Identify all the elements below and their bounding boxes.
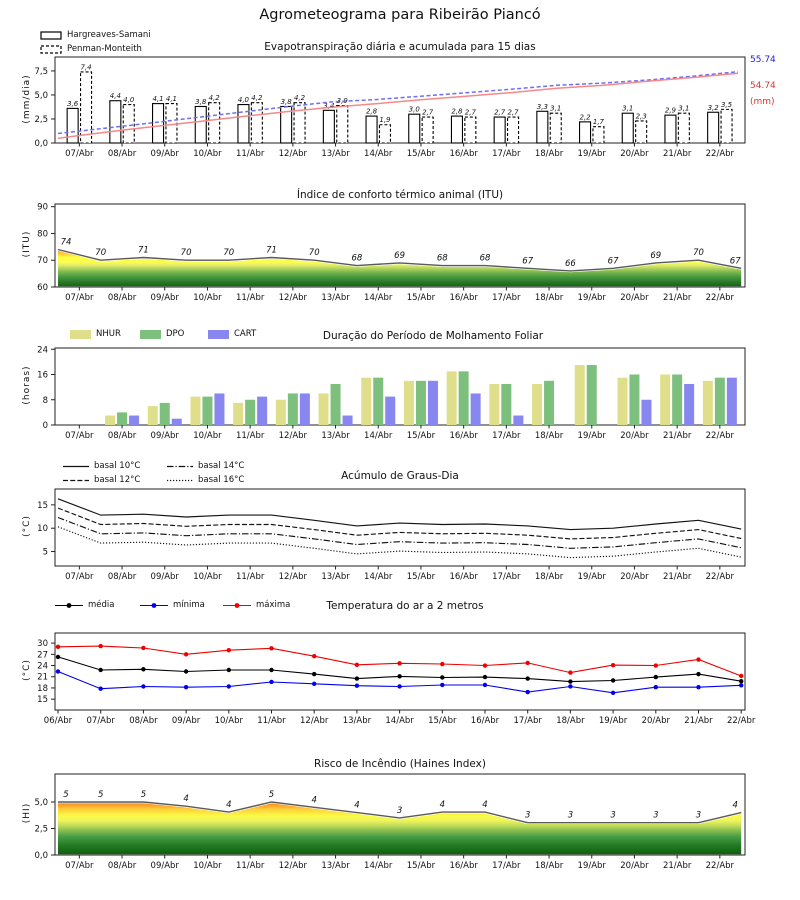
svg-text:16/Abr: 16/Abr bbox=[449, 293, 478, 303]
svg-text:4,4: 4,4 bbox=[109, 92, 121, 101]
svg-text:20/Abr: 20/Abr bbox=[620, 572, 649, 582]
svg-text:10/Abr: 10/Abr bbox=[214, 716, 243, 726]
svg-text:21/Abr: 21/Abr bbox=[662, 149, 692, 159]
dpmf-plot bbox=[37, 345, 745, 441]
svg-text:4,1: 4,1 bbox=[165, 95, 178, 104]
haines-y-axis-label: (HI) bbox=[22, 802, 32, 824]
svg-text:5,0: 5,0 bbox=[34, 797, 48, 808]
svg-text:69: 69 bbox=[650, 250, 662, 261]
svg-text:13/Abr: 13/Abr bbox=[321, 293, 350, 303]
svg-text:21/Abr: 21/Abr bbox=[662, 572, 692, 582]
svg-text:16/Abr: 16/Abr bbox=[470, 716, 500, 726]
penman-total-label: 55.74 bbox=[750, 55, 776, 65]
svg-text:3: 3 bbox=[524, 810, 531, 821]
svg-text:11/Abr: 11/Abr bbox=[235, 572, 265, 582]
itu-chart-title: Índice de conforto térmico animal (ITU) bbox=[296, 189, 504, 201]
basal16-legend-label: basal 16°C bbox=[198, 475, 245, 485]
itu-y-axis-label: (ITU) bbox=[22, 230, 32, 258]
svg-text:70: 70 bbox=[223, 248, 235, 259]
svg-text:30: 30 bbox=[37, 639, 48, 650]
graus-dia-plot bbox=[37, 489, 745, 582]
nhur-legend-label: NHUR bbox=[96, 329, 121, 339]
svg-text:17/Abr: 17/Abr bbox=[492, 572, 521, 582]
svg-text:10/Abr: 10/Abr bbox=[193, 861, 222, 871]
svg-text:12/Abr: 12/Abr bbox=[300, 716, 329, 726]
svg-text:12/Abr: 12/Abr bbox=[278, 861, 308, 871]
svg-text:08/Abr: 08/Abr bbox=[129, 716, 158, 726]
svg-text:2,7: 2,7 bbox=[422, 108, 434, 117]
svg-text:3,9: 3,9 bbox=[336, 97, 348, 106]
svg-text:3,1: 3,1 bbox=[622, 104, 634, 113]
svg-text:14/Abr: 14/Abr bbox=[364, 293, 393, 303]
svg-text:11/Abr: 11/Abr bbox=[235, 861, 265, 871]
svg-text:3: 3 bbox=[610, 810, 616, 821]
svg-text:5: 5 bbox=[63, 789, 69, 800]
svg-text:2,8: 2,8 bbox=[365, 107, 378, 116]
svg-text:21: 21 bbox=[37, 672, 48, 683]
svg-text:07/Abr: 07/Abr bbox=[65, 861, 94, 871]
svg-text:4,1: 4,1 bbox=[152, 95, 164, 104]
svg-text:2,5: 2,5 bbox=[34, 824, 48, 835]
svg-text:80: 80 bbox=[37, 229, 48, 240]
media-legend-label: média bbox=[88, 600, 115, 610]
svg-text:22/Abr: 22/Abr bbox=[705, 431, 735, 441]
svg-text:12/Abr: 12/Abr bbox=[278, 572, 308, 582]
svg-text:16/Abr: 16/Abr bbox=[449, 149, 478, 159]
svg-text:1,9: 1,9 bbox=[379, 116, 391, 125]
svg-text:15/Abr: 15/Abr bbox=[428, 716, 457, 726]
svg-text:18/Abr: 18/Abr bbox=[534, 861, 564, 871]
svg-text:20/Abr: 20/Abr bbox=[620, 861, 649, 871]
svg-text:4,0: 4,0 bbox=[237, 96, 250, 105]
svg-text:20/Abr: 20/Abr bbox=[620, 149, 649, 159]
svg-text:19/Abr: 19/Abr bbox=[577, 293, 606, 303]
svg-text:7,5: 7,5 bbox=[34, 66, 48, 77]
svg-text:15/Abr: 15/Abr bbox=[406, 861, 436, 871]
svg-text:3,2: 3,2 bbox=[707, 103, 719, 112]
svg-text:68: 68 bbox=[351, 253, 363, 264]
cart-legend-label: CART bbox=[234, 329, 257, 339]
svg-text:67: 67 bbox=[522, 256, 534, 267]
haines-chart-title: Risco de Incêndio (Haines Index) bbox=[314, 758, 486, 770]
maxima-legend-label: máxima bbox=[256, 600, 291, 610]
svg-text:4: 4 bbox=[439, 800, 446, 811]
svg-text:74: 74 bbox=[60, 237, 72, 248]
svg-text:60: 60 bbox=[37, 283, 48, 293]
svg-text:14/Abr: 14/Abr bbox=[385, 716, 414, 726]
evapo-chart-title: Evapotranspiração diária e acumulada para 15 dias bbox=[264, 41, 536, 53]
svg-text:3,8: 3,8 bbox=[195, 97, 207, 106]
svg-text:18/Abr: 18/Abr bbox=[556, 716, 585, 726]
svg-text:09/Abr: 09/Abr bbox=[171, 716, 201, 726]
svg-text:5: 5 bbox=[97, 789, 104, 800]
temperatura-plot bbox=[37, 633, 756, 726]
svg-text:3,8: 3,8 bbox=[280, 97, 292, 106]
svg-text:17/Abr: 17/Abr bbox=[513, 716, 542, 726]
svg-text:11/Abr: 11/Abr bbox=[257, 716, 286, 726]
svg-text:4: 4 bbox=[354, 800, 360, 811]
evapo-y-axis-label: (mm/dia) bbox=[22, 74, 32, 124]
svg-text:15/Abr: 15/Abr bbox=[406, 572, 436, 582]
svg-text:70: 70 bbox=[37, 256, 48, 267]
basal12-legend-label: basal 12°C bbox=[94, 475, 141, 485]
svg-text:3: 3 bbox=[567, 810, 574, 821]
evapo-bars bbox=[67, 63, 733, 143]
svg-text:07/Abr: 07/Abr bbox=[65, 293, 94, 303]
svg-text:67: 67 bbox=[607, 256, 619, 267]
evapo-plot bbox=[34, 57, 745, 159]
svg-text:70: 70 bbox=[180, 248, 192, 259]
svg-text:5,0: 5,0 bbox=[34, 90, 48, 101]
svg-text:8: 8 bbox=[42, 395, 48, 406]
svg-text:67: 67 bbox=[729, 256, 741, 267]
svg-text:22/Abr: 22/Abr bbox=[705, 861, 735, 871]
svg-text:15/Abr: 15/Abr bbox=[406, 293, 436, 303]
svg-text:0,0: 0,0 bbox=[34, 139, 48, 149]
dpmf-series-NHUR bbox=[105, 365, 713, 425]
svg-text:15/Abr: 15/Abr bbox=[406, 431, 436, 441]
svg-text:2,7: 2,7 bbox=[507, 108, 519, 117]
svg-text:4,2: 4,2 bbox=[293, 94, 306, 103]
svg-text:17/Abr: 17/Abr bbox=[492, 861, 521, 871]
svg-text:69: 69 bbox=[394, 250, 406, 261]
svg-text:4: 4 bbox=[311, 795, 317, 806]
dpmf-chart-title: Duração do Período de Molhamento Foliar bbox=[322, 330, 544, 342]
svg-text:71: 71 bbox=[137, 245, 149, 256]
svg-text:19/Abr: 19/Abr bbox=[577, 431, 606, 441]
temperatura-chart-title: Temperatura do ar a 2 metros bbox=[326, 600, 484, 612]
mm-unit-label: (mm) bbox=[750, 97, 775, 107]
svg-text:07/Abr: 07/Abr bbox=[65, 149, 94, 159]
svg-text:18/Abr: 18/Abr bbox=[534, 572, 564, 582]
svg-text:24: 24 bbox=[37, 345, 48, 356]
svg-text:12/Abr: 12/Abr bbox=[278, 149, 308, 159]
svg-text:16: 16 bbox=[37, 370, 48, 381]
dpmf-series-DPO bbox=[117, 365, 725, 425]
svg-text:21/Abr: 21/Abr bbox=[684, 716, 713, 726]
svg-text:19/Abr: 19/Abr bbox=[577, 572, 606, 582]
svg-text:7,4: 7,4 bbox=[80, 63, 92, 72]
svg-text:4: 4 bbox=[482, 800, 488, 811]
svg-text:22/Abr: 22/Abr bbox=[727, 716, 756, 726]
graus-dia-y-axis-label: (°C) bbox=[22, 515, 32, 537]
svg-text:68: 68 bbox=[479, 253, 491, 264]
dpo-legend-label: DPO bbox=[166, 329, 185, 339]
svg-text:18/Abr: 18/Abr bbox=[534, 149, 564, 159]
minima-legend-label: mínima bbox=[173, 600, 205, 610]
svg-text:19/Abr: 19/Abr bbox=[598, 716, 628, 726]
temp-series-mínima bbox=[56, 669, 744, 695]
svg-text:21/Abr: 21/Abr bbox=[662, 861, 692, 871]
svg-text:0: 0 bbox=[42, 421, 48, 431]
svg-text:14/Abr: 14/Abr bbox=[364, 149, 393, 159]
svg-text:66: 66 bbox=[564, 258, 576, 269]
svg-text:13/Abr: 13/Abr bbox=[321, 572, 350, 582]
page-title: Agrometeograma para Ribeirão Piancó bbox=[259, 7, 541, 23]
svg-text:18/Abr: 18/Abr bbox=[534, 431, 564, 441]
svg-text:70: 70 bbox=[308, 248, 320, 259]
svg-text:3,5: 3,5 bbox=[720, 100, 733, 109]
svg-text:10/Abr: 10/Abr bbox=[193, 572, 222, 582]
svg-text:17/Abr: 17/Abr bbox=[492, 149, 521, 159]
svg-text:4: 4 bbox=[732, 800, 738, 811]
svg-text:3: 3 bbox=[695, 810, 702, 821]
svg-text:3,1: 3,1 bbox=[678, 104, 690, 113]
svg-text:22/Abr: 22/Abr bbox=[705, 293, 735, 303]
svg-text:16/Abr: 16/Abr bbox=[449, 861, 478, 871]
svg-text:12/Abr: 12/Abr bbox=[278, 293, 308, 303]
svg-text:08/Abr: 08/Abr bbox=[107, 293, 137, 303]
svg-text:4,2: 4,2 bbox=[208, 94, 220, 103]
basal14-legend-label: basal 14°C bbox=[198, 461, 245, 471]
svg-text:11/Abr: 11/Abr bbox=[235, 431, 265, 441]
temp-series-máxima bbox=[56, 644, 744, 678]
svg-text:3: 3 bbox=[653, 810, 659, 821]
svg-text:07/Abr: 07/Abr bbox=[65, 431, 94, 441]
svg-text:22/Abr: 22/Abr bbox=[705, 149, 735, 159]
svg-text:11/Abr: 11/Abr bbox=[235, 293, 265, 303]
svg-text:3,4: 3,4 bbox=[323, 101, 335, 110]
svg-text:4,2: 4,2 bbox=[251, 94, 263, 103]
temp-series-média bbox=[56, 655, 744, 684]
svg-text:21/Abr: 21/Abr bbox=[662, 293, 692, 303]
svg-text:2,8: 2,8 bbox=[451, 107, 463, 116]
svg-text:09/Abr: 09/Abr bbox=[150, 149, 179, 159]
svg-text:3,1: 3,1 bbox=[550, 104, 562, 113]
svg-text:4,0: 4,0 bbox=[123, 96, 135, 105]
svg-text:13/Abr: 13/Abr bbox=[321, 149, 350, 159]
basal10-legend-label: basal 10°C bbox=[94, 461, 141, 471]
svg-text:3,6: 3,6 bbox=[67, 99, 79, 108]
svg-text:15: 15 bbox=[37, 500, 48, 511]
penman-legend-label: Penman-Monteith bbox=[67, 44, 142, 54]
svg-text:08/Abr: 08/Abr bbox=[107, 149, 137, 159]
svg-text:12/Abr: 12/Abr bbox=[278, 431, 308, 441]
svg-text:3: 3 bbox=[396, 805, 403, 816]
svg-text:10/Abr: 10/Abr bbox=[193, 431, 222, 441]
itu-plot bbox=[37, 203, 745, 303]
svg-text:4: 4 bbox=[183, 794, 189, 805]
svg-text:70: 70 bbox=[693, 248, 704, 259]
svg-text:09/Abr: 09/Abr bbox=[150, 861, 179, 871]
svg-text:2,2: 2,2 bbox=[579, 113, 591, 122]
svg-text:14/Abr: 14/Abr bbox=[364, 861, 393, 871]
svg-text:22/Abr: 22/Abr bbox=[705, 572, 735, 582]
temperatura-y-axis-label: (°C) bbox=[22, 659, 32, 681]
svg-text:14/Abr: 14/Abr bbox=[364, 431, 393, 441]
svg-text:20/Abr: 20/Abr bbox=[641, 716, 670, 726]
svg-text:5: 5 bbox=[42, 547, 48, 558]
svg-text:2,7: 2,7 bbox=[494, 108, 506, 117]
svg-text:16/Abr: 16/Abr bbox=[449, 431, 478, 441]
svg-text:18: 18 bbox=[37, 683, 48, 694]
svg-text:71: 71 bbox=[266, 245, 277, 256]
svg-text:2,9: 2,9 bbox=[664, 106, 677, 115]
svg-text:17/Abr: 17/Abr bbox=[492, 431, 521, 441]
svg-text:2,5: 2,5 bbox=[34, 114, 48, 125]
svg-text:20/Abr: 20/Abr bbox=[620, 293, 649, 303]
svg-text:18/Abr: 18/Abr bbox=[534, 293, 564, 303]
svg-text:1,7: 1,7 bbox=[592, 118, 605, 127]
svg-text:24: 24 bbox=[37, 661, 48, 672]
svg-text:15: 15 bbox=[37, 695, 48, 706]
svg-text:2,7: 2,7 bbox=[464, 108, 476, 117]
haines-plot bbox=[34, 774, 745, 871]
svg-text:27: 27 bbox=[37, 650, 48, 661]
dpmf-series-CART bbox=[129, 378, 737, 425]
svg-text:11/Abr: 11/Abr bbox=[235, 149, 265, 159]
svg-text:5: 5 bbox=[268, 789, 275, 800]
svg-text:14/Abr: 14/Abr bbox=[364, 572, 393, 582]
svg-text:10/Abr: 10/Abr bbox=[193, 293, 222, 303]
svg-text:10: 10 bbox=[37, 524, 48, 535]
graus-dia-chart-title: Acúmulo de Graus-Dia bbox=[341, 470, 459, 482]
hargreaves-total-label: 54.74 bbox=[750, 81, 776, 91]
svg-text:21/Abr: 21/Abr bbox=[662, 431, 692, 441]
svg-text:07/Abr: 07/Abr bbox=[65, 572, 94, 582]
svg-text:4: 4 bbox=[226, 800, 232, 811]
svg-text:20/Abr: 20/Abr bbox=[620, 431, 649, 441]
svg-text:09/Abr: 09/Abr bbox=[150, 431, 179, 441]
svg-text:13/Abr: 13/Abr bbox=[321, 861, 350, 871]
svg-text:08/Abr: 08/Abr bbox=[107, 861, 137, 871]
svg-text:09/Abr: 09/Abr bbox=[150, 293, 179, 303]
svg-text:68: 68 bbox=[436, 253, 448, 264]
svg-text:13/Abr: 13/Abr bbox=[342, 716, 372, 726]
svg-text:08/Abr: 08/Abr bbox=[107, 572, 137, 582]
svg-text:08/Abr: 08/Abr bbox=[107, 431, 137, 441]
svg-text:70: 70 bbox=[95, 248, 107, 259]
svg-text:5: 5 bbox=[140, 789, 147, 800]
svg-text:19/Abr: 19/Abr bbox=[577, 149, 606, 159]
svg-text:19/Abr: 19/Abr bbox=[577, 861, 606, 871]
svg-text:90: 90 bbox=[37, 202, 48, 213]
hargreaves-legend-label: Hargreaves-Samani bbox=[67, 30, 151, 40]
svg-text:0,0: 0,0 bbox=[34, 851, 48, 861]
svg-text:07/Abr: 07/Abr bbox=[86, 716, 115, 726]
svg-text:10/Abr: 10/Abr bbox=[193, 149, 222, 159]
svg-text:09/Abr: 09/Abr bbox=[150, 572, 179, 582]
svg-text:2,3: 2,3 bbox=[635, 112, 647, 121]
dpmf-y-axis-label: (horas) bbox=[22, 365, 32, 405]
svg-text:3,0: 3,0 bbox=[408, 105, 420, 114]
svg-text:16/Abr: 16/Abr bbox=[449, 572, 478, 582]
svg-text:06/Abr: 06/Abr bbox=[43, 716, 73, 726]
svg-text:3,3: 3,3 bbox=[536, 102, 548, 111]
svg-text:13/Abr: 13/Abr bbox=[321, 431, 350, 441]
svg-text:17/Abr: 17/Abr bbox=[492, 293, 521, 303]
svg-text:15/Abr: 15/Abr bbox=[406, 149, 436, 159]
